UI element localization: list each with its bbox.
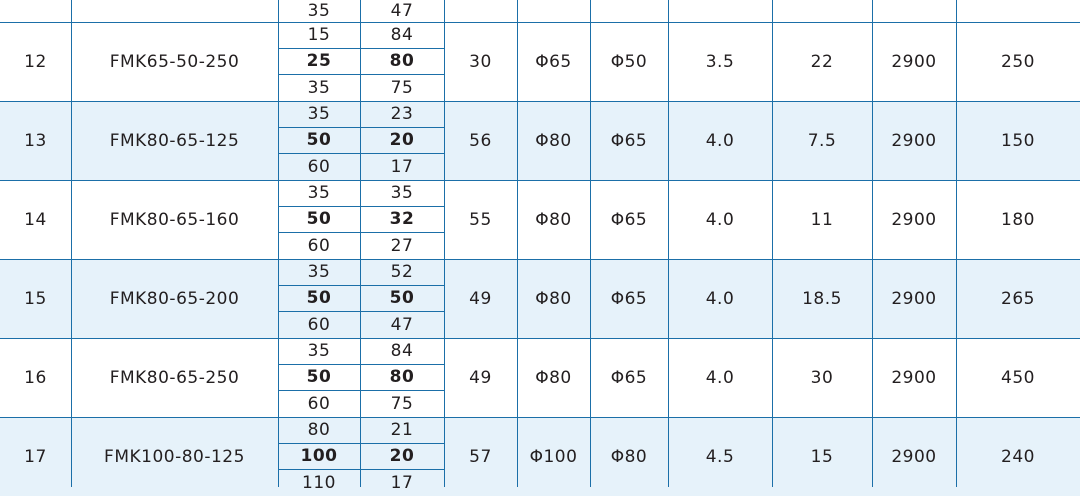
flow-value: 60: [307, 393, 331, 414]
subrow-divider: [278, 206, 444, 207]
row-divider: [0, 101, 1080, 102]
outlet-diameter: Φ80: [610, 446, 648, 467]
column-divider: [360, 0, 361, 487]
column-divider: [872, 0, 873, 487]
flow-value: 100: [300, 446, 338, 466]
flow-value: 60: [307, 156, 331, 177]
outlet-diameter: Φ65: [610, 367, 648, 388]
motor-power: 18.5: [802, 288, 842, 309]
efficiency-value: 55: [469, 209, 492, 230]
flow-value: 35: [307, 1, 331, 21]
row-number: 12: [24, 51, 47, 72]
inlet-diameter: Φ80: [535, 130, 572, 151]
flow-value: 35: [307, 341, 331, 361]
head-value: 32: [389, 209, 415, 229]
rotation-speed: 2900: [891, 367, 937, 388]
rotation-speed: 2900: [891, 209, 937, 230]
flow-value: 80: [307, 420, 331, 440]
subrow-divider: [278, 364, 444, 365]
inlet-diameter: Φ80: [535, 367, 572, 388]
row-number: 13: [24, 130, 47, 151]
outlet-diameter: Φ65: [610, 130, 648, 151]
subrow-divider: [278, 232, 444, 233]
rotation-speed: 2900: [891, 130, 937, 151]
row-number: 17: [24, 446, 47, 467]
flow-value: 35: [307, 104, 331, 124]
npsh-value: 3.5: [705, 51, 735, 72]
column-divider: [517, 0, 518, 487]
flow-value: 110: [302, 472, 336, 493]
head-value: 20: [389, 130, 415, 150]
outlet-diameter: Φ65: [610, 288, 648, 309]
rotation-speed: 2900: [891, 446, 937, 467]
head-value: 80: [389, 51, 415, 71]
column-divider: [590, 0, 591, 487]
column-divider: [956, 0, 957, 487]
column-divider: [278, 0, 279, 487]
column-divider: [444, 0, 445, 487]
outlet-diameter: Φ65: [610, 209, 648, 230]
flow-value: 35: [307, 77, 331, 98]
row-divider: [0, 338, 1080, 339]
flow-value: 50: [306, 288, 332, 308]
efficiency-value: 30: [469, 51, 492, 72]
subrow-divider: [278, 153, 444, 154]
row-divider: [0, 417, 1080, 418]
head-value: 80: [389, 367, 415, 387]
head-value: 17: [390, 156, 414, 177]
flow-value: 25: [306, 51, 332, 71]
inlet-diameter: Φ80: [535, 288, 572, 309]
flow-value: 15: [307, 25, 331, 45]
pump-weight: 150: [1001, 130, 1035, 151]
flow-value: 60: [307, 314, 331, 335]
row-number: 15: [24, 288, 47, 309]
inlet-diameter: Φ65: [535, 51, 572, 72]
npsh-value: 4.0: [705, 209, 735, 230]
inlet-diameter: Φ100: [529, 446, 578, 467]
flow-value: 60: [307, 235, 331, 256]
subrow-divider: [278, 127, 444, 128]
table-row: [0, 22, 1080, 101]
column-divider: [668, 0, 669, 487]
rotation-speed: 2900: [891, 51, 937, 72]
column-divider: [772, 0, 773, 487]
motor-power: 22: [810, 51, 834, 72]
npsh-value: 4.0: [705, 130, 735, 151]
npsh-value: 4.5: [705, 446, 735, 467]
table-row-partial: [0, 0, 1080, 22]
table-row: [0, 259, 1080, 338]
table-row: [0, 180, 1080, 259]
pump-weight: 240: [1001, 446, 1035, 467]
subrow-divider: [278, 48, 444, 49]
efficiency-value: 57: [469, 446, 492, 467]
flow-value: 50: [306, 130, 332, 150]
subrow-divider: [278, 311, 444, 312]
inlet-diameter: Φ80: [535, 209, 572, 230]
head-value: 52: [390, 262, 414, 282]
model-name: FMK80-65-250: [109, 367, 240, 388]
pump-weight: 180: [1001, 209, 1035, 230]
head-value: 75: [390, 393, 414, 414]
row-divider: [0, 22, 1080, 23]
pump-weight: 250: [1001, 51, 1035, 72]
efficiency-value: 56: [469, 130, 492, 151]
head-value: 21: [390, 420, 414, 440]
motor-power: 11: [810, 209, 834, 230]
head-value: 35: [390, 183, 414, 203]
motor-power: 7.5: [807, 130, 837, 151]
head-value: 84: [390, 25, 414, 45]
head-value: 17: [390, 472, 414, 493]
npsh-value: 4.0: [705, 288, 735, 309]
motor-power: 30: [810, 367, 834, 388]
flow-value: 50: [306, 367, 332, 387]
flow-value: 35: [307, 183, 331, 203]
rotation-speed: 2900: [891, 288, 937, 309]
pump-weight: 265: [1001, 288, 1035, 309]
subrow-divider: [278, 390, 444, 391]
head-value: 75: [390, 77, 414, 98]
motor-power: 15: [810, 446, 834, 467]
table-row: [0, 338, 1080, 417]
table-row: [0, 101, 1080, 180]
row-number: 16: [24, 367, 47, 388]
head-value: 23: [390, 104, 414, 124]
head-value: 27: [390, 235, 414, 256]
model-name: FMK65-50-250: [109, 51, 240, 72]
pump-weight: 450: [1001, 367, 1035, 388]
model-name: FMK80-65-125: [109, 130, 240, 151]
subrow-divider: [278, 443, 444, 444]
subrow-divider: [278, 285, 444, 286]
model-name: FMK80-65-200: [109, 288, 240, 309]
outlet-diameter: Φ50: [610, 51, 648, 72]
head-value: 84: [390, 341, 414, 361]
efficiency-value: 49: [469, 288, 492, 309]
row-number: 14: [24, 209, 47, 230]
subrow-divider: [278, 74, 444, 75]
efficiency-value: 49: [469, 367, 492, 388]
npsh-value: 4.0: [705, 367, 735, 388]
row-divider: [0, 180, 1080, 181]
model-name: FMK80-65-160: [109, 209, 240, 230]
row-divider: [0, 259, 1080, 260]
column-divider: [71, 0, 72, 487]
head-value: 47: [390, 314, 414, 335]
head-value: 50: [389, 288, 415, 308]
subrow-divider: [278, 469, 444, 470]
flow-value: 35: [307, 262, 331, 282]
table-row: [0, 417, 1080, 496]
head-value: 20: [389, 446, 415, 466]
model-name: FMK100-80-125: [104, 446, 245, 467]
head-value: 47: [390, 1, 414, 21]
flow-value: 50: [306, 209, 332, 229]
